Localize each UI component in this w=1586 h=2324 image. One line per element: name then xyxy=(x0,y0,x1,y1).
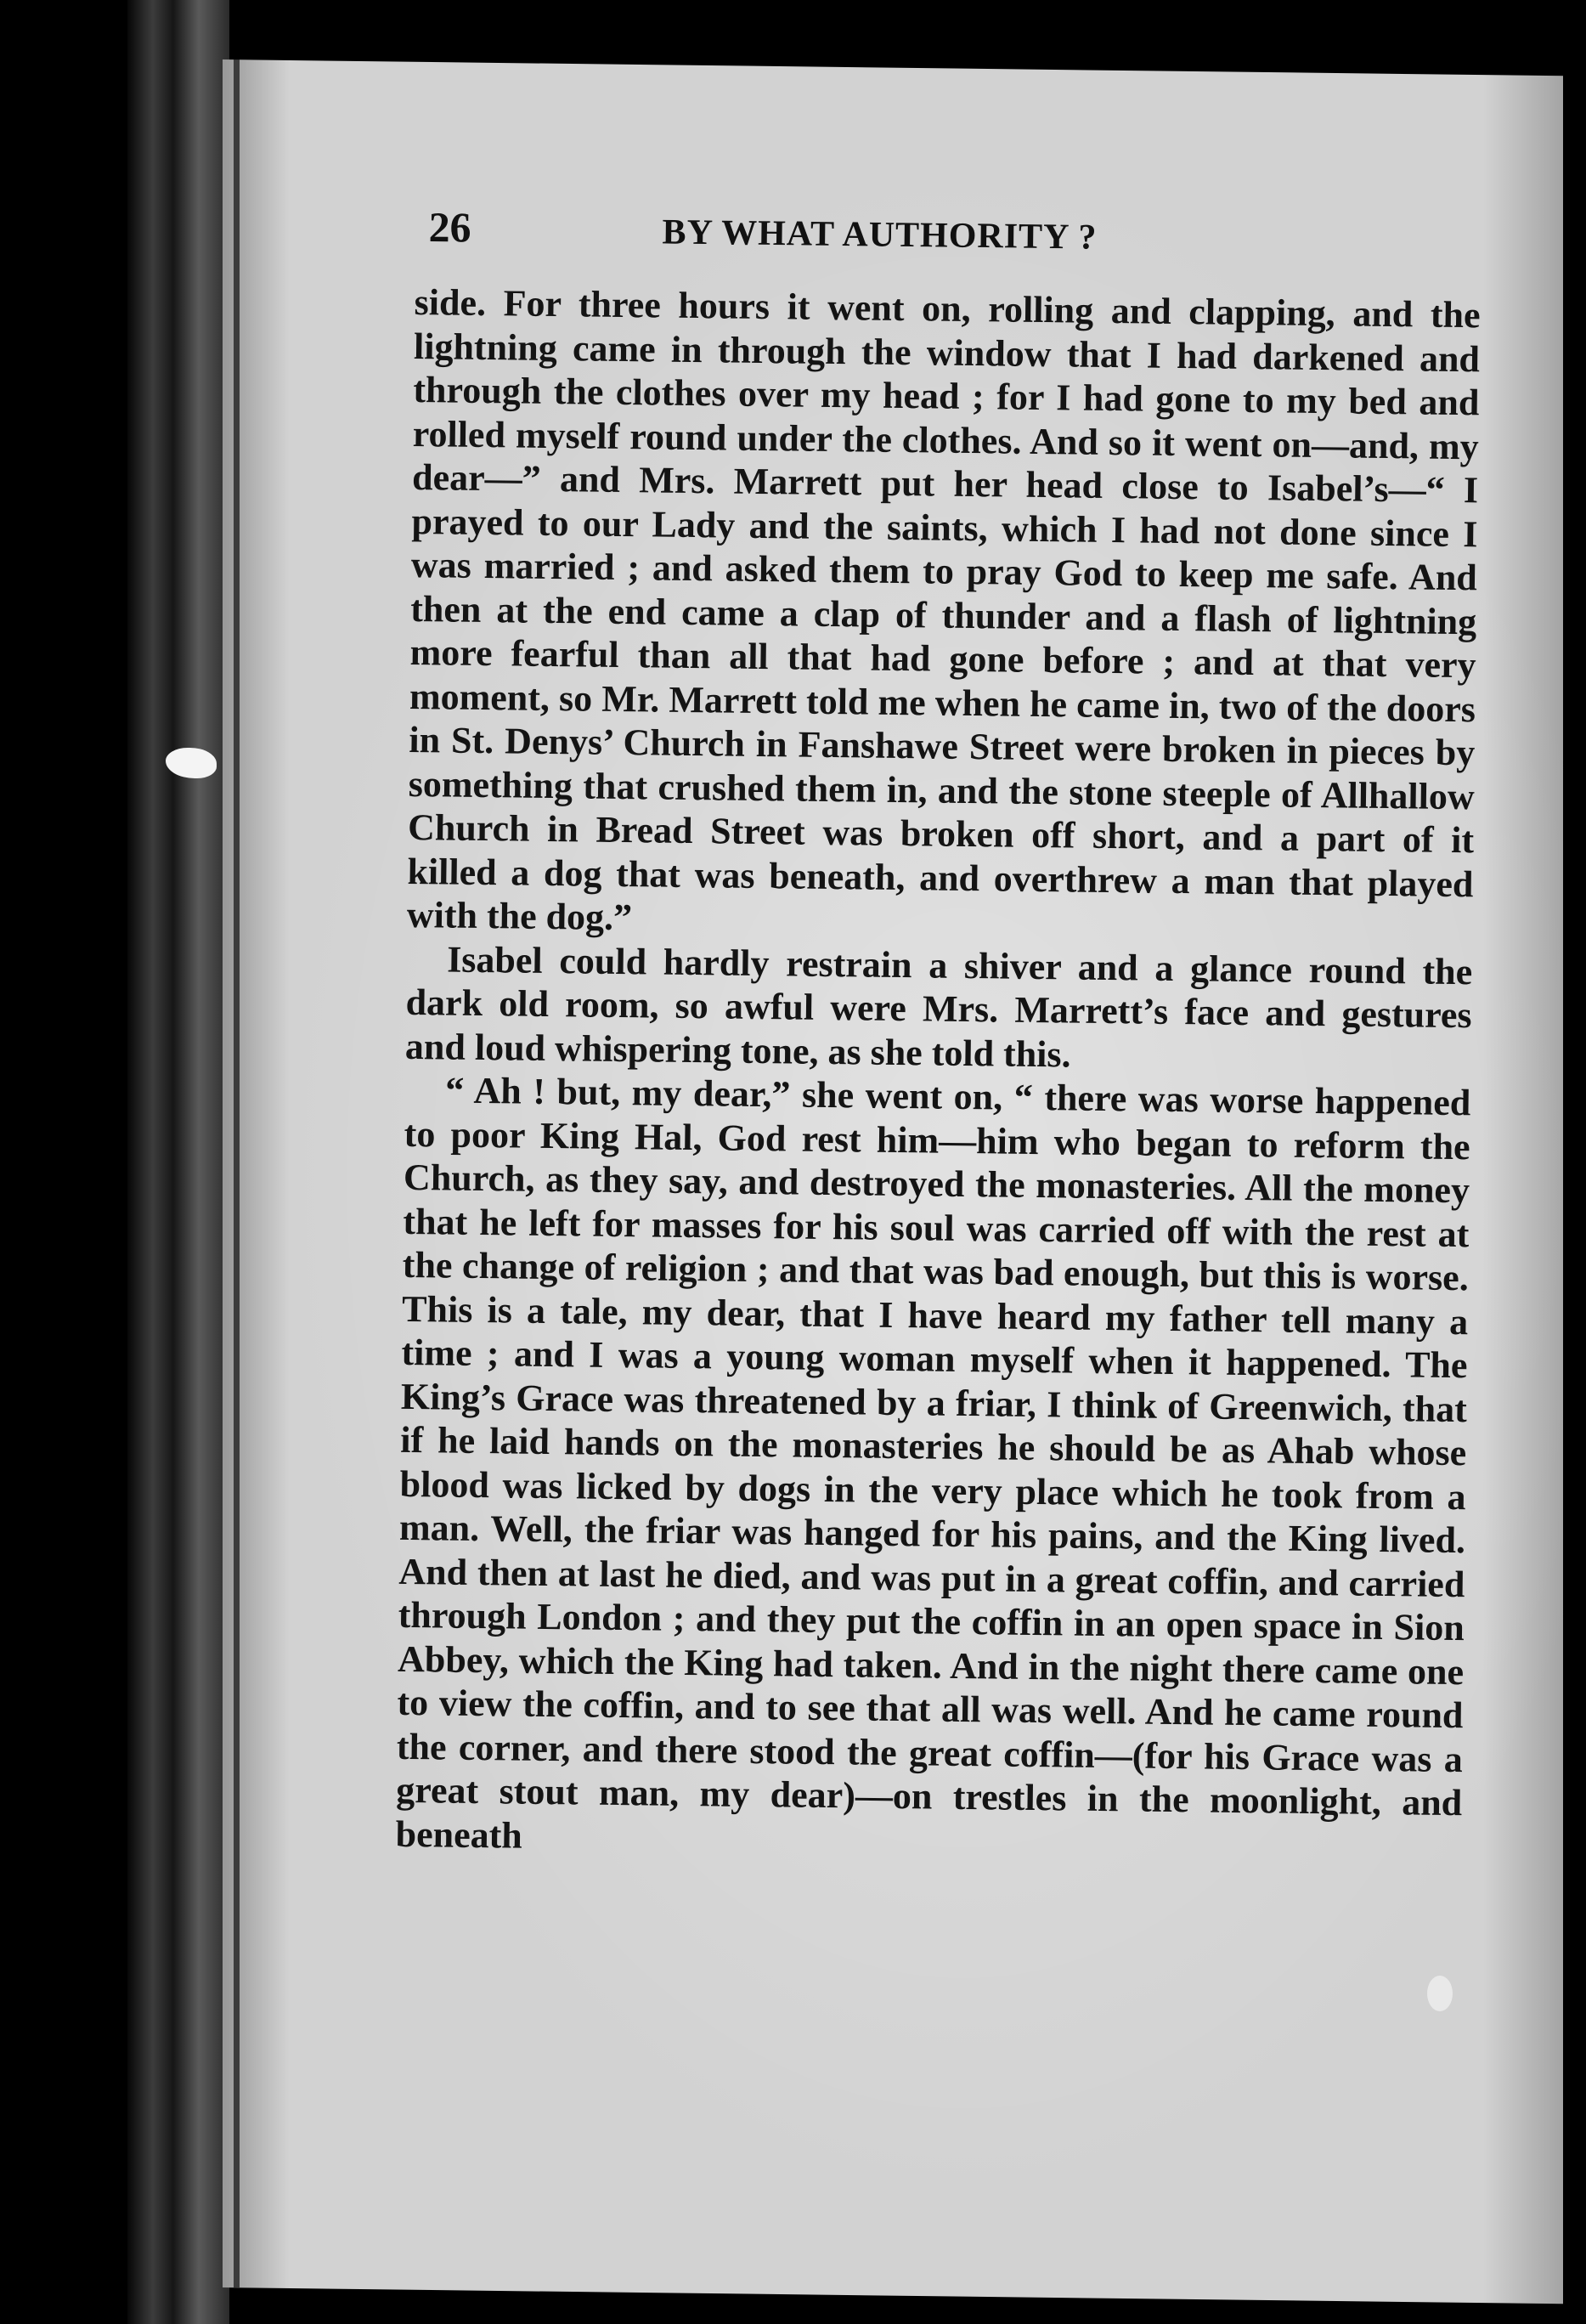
body-text xyxy=(395,280,1481,1869)
paper-tear-mark xyxy=(1427,1976,1453,2011)
running-head: BY WHAT AUTHORITY ? xyxy=(662,212,1098,257)
page-header xyxy=(428,202,1245,280)
paragraph: Isabel could hardly restrain a shiver and a glance round the dark old room, so awful were Mrs. Marrett’s face and gestures and loud whispering tone, as she told this. xyxy=(404,938,1473,1076)
page-number: 26 xyxy=(428,202,471,252)
paragraph: side. For three hours it went on, rolling and clapping, and the lightning came in through the window that I had darkened and through the clothes over my head ; for I had gone to my bed and rolled myself round under the clothes. And so it went on—and, my dear—” and Mrs. Marrett put her head close to Isabel’s—“ I prayed to our Lady and the saints, which I had not done since I was married ; and asked them to pray God to keep me safe. And then at the end came a clap of thunder and a flash of lightning more fearful than all that had gone before ; and at that very moment, so Mr. Marrett told me when he came in, two of the doors in St. Denys’ Church in Fanshawe Street were broken in pieces by something that crushed them in, and the stone steeple of Allhallow Church in Bread Street was broken off short, and a part of it killed a dog that was beneath, and overthrew a man that played with the dog.” xyxy=(406,280,1481,939)
page-edge-line xyxy=(234,59,240,2287)
paragraph: “ Ah ! but, my dear,” she went on, “ there was worse happened to poor King Hal, God rest him—him who began to reform the Church, as they say, and destroyed the monasteries. All the money that he left for masses for his soul was carried off with the rest at the change of religion ; and that was bad enough, but this is worse. This is a tale, my dear, that I have heard my father tell many a time ; and I was a young woman myself when it happened. The King’s Grace was threatened by a friar, I think of Greenwich, that if he laid hands on the monasteries he should be as Ahab whose blood was licked by dogs in the very place which he took from a man. Well, the friar was hanged for his pains, and the King lived. And then at last he died, and was put in a great coffin, and carried through London ; and they put the coffin in an open space in Sion Abbey, which the King had taken. And in the night there came one to view the coffin, and to see that all was well. And he came round the corner, and there stood the great coffin—(for his Grace was a great stout man, my dear)—on trestles in the moonlight, and beneath xyxy=(395,1069,1471,1857)
book-spine-shadow xyxy=(127,0,229,2324)
